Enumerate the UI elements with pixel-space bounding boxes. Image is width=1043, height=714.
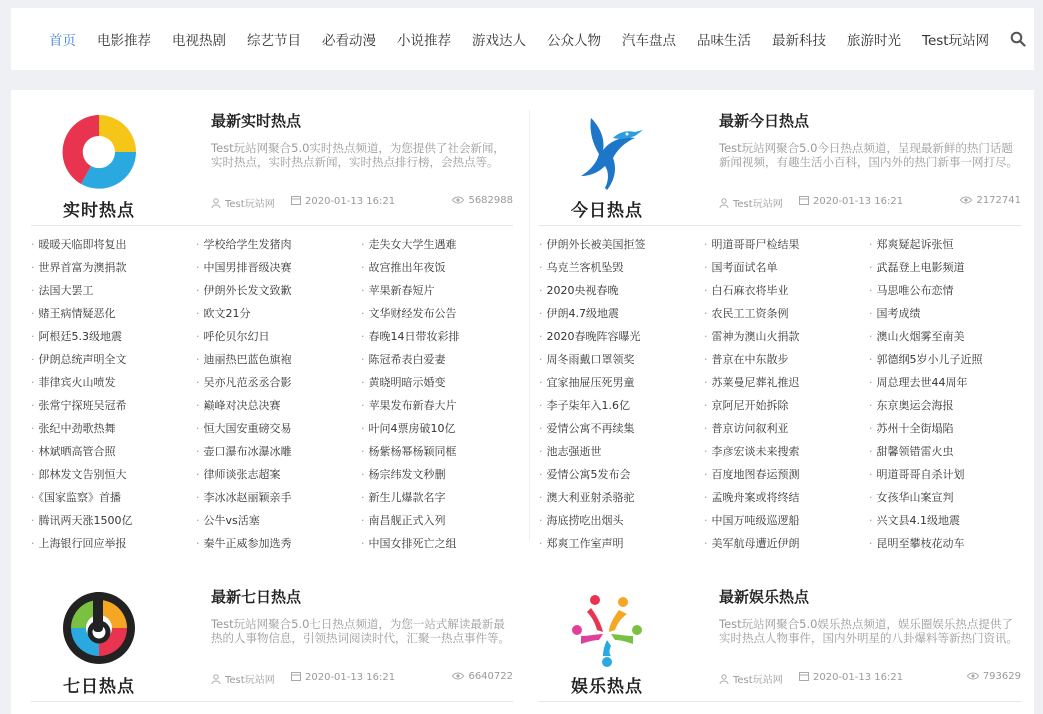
sevenday-logo-text: 七日热点 [63,677,135,697]
nav-item-5[interactable]: 小说推荐 [397,33,451,49]
topic-link[interactable]: · 欧文21分 [196,302,361,325]
today-info [719,110,1021,209]
entertainment-logo-icon [561,586,653,670]
nav-item-1[interactable]: 电影推荐 [97,33,151,49]
topic-link[interactable]: · 雷神为澳山火捐款 [704,325,869,348]
topic-link[interactable]: · 爱情公寓不再续集 [539,417,704,440]
topic-link[interactable]: · 宜家抽屉压死男童 [539,371,704,394]
realtime-description: Test玩站网聚合5.0实时热点频道，为您提供了社会新闻，实时热点，实时热点新闻，实时热点排行榜，会热点等。 [211,141,505,169]
user-icon [211,198,221,208]
topic-link[interactable]: · 澳大利亚射杀骆驼 [539,486,704,509]
topic-link[interactable]: · 澳山火烟雾至南美 [869,325,1034,348]
topic-row [539,394,1039,417]
topic-link[interactable]: · 郭德纲5岁小儿子近照 [869,348,1034,371]
sevenday-info [211,586,513,685]
topic-link[interactable]: · 普京访问叙利亚 [704,417,869,440]
topic-row [31,440,531,463]
topic-link[interactable]: · 林斌晒高管合照 [31,440,196,463]
calendar-icon [799,195,809,205]
topic-link[interactable]: · 伊朗4.7级地震 [539,302,704,325]
topic-link[interactable]: · 壶口瀑布冰瀑冰雕 [196,440,361,463]
sevenday-title[interactable]: 最新七日热点 [211,588,302,606]
today-logo[interactable] [561,110,653,220]
topic-link[interactable]: · 恒大国安重磅交易 [196,417,361,440]
sevenday-logo[interactable] [53,586,145,696]
realtime-views: 5682988 [468,195,513,206]
topic-row [539,233,1039,256]
entertainment-title[interactable]: 最新娱乐热点 [719,588,810,606]
topic-row [31,394,531,417]
topic-link[interactable]: · 昆明至攀枝花动车 [869,532,1034,555]
topic-link[interactable]: · 文华财经发布公告 [361,302,526,325]
today-title[interactable]: 最新今日热点 [719,112,810,130]
topic-row [31,509,531,532]
nav-item-7[interactable]: 公众人物 [547,33,601,49]
topic-link[interactable]: · 新生儿爆款名字 [361,486,526,509]
topic-link[interactable]: · 郑爽工作室声明 [539,532,704,555]
topic-row [539,532,1039,555]
topic-row [539,348,1039,371]
entertainment-logo-text: 娱乐热点 [571,677,643,697]
topic-row [539,279,1039,302]
topic-row [31,417,531,440]
topic-row [539,325,1039,348]
topic-link[interactable]: · 《国家监察》首播 [31,486,196,509]
topic-link[interactable]: · 爱情公寓5发布会 [539,463,704,486]
user-icon [719,198,729,208]
topic-link[interactable]: · 李子柒年入1.6亿 [539,394,704,417]
topic-link[interactable]: · 杨紫杨幂杨颖同框 [361,440,526,463]
topic-link[interactable]: · 故宫推出年夜饭 [361,256,526,279]
realtime-title[interactable]: 最新实时热点 [211,112,302,130]
eye-icon [452,672,464,680]
topic-link[interactable]: · 学校给学生发猪肉 [196,233,361,256]
topic-row [31,256,531,279]
topic-row [539,440,1039,463]
sevenday-meta [211,671,513,685]
topic-row [31,325,531,348]
nav-item-2[interactable]: 电视热剧 [172,33,226,49]
topic-link[interactable]: · 张常宁探班吴冠希 [31,394,196,417]
topic-link[interactable]: · 走失女大学生遇难 [361,233,526,256]
entertainment-meta [719,671,1021,685]
topic-link[interactable]: · 京阿尼开始拆除 [704,394,869,417]
sevenday-date: 2020-01-13 16:21 [305,672,396,683]
topic-link[interactable]: · 中国女排死亡之组 [361,532,526,555]
calendar-icon [799,671,809,681]
topic-link[interactable]: · 马思唯公布恋情 [869,279,1034,302]
topic-row [539,509,1039,532]
topic-link[interactable]: · 杨宗纬发文秒删 [361,463,526,486]
topic-row [31,463,531,486]
topic-link[interactable]: · 国考成绩 [869,302,1034,325]
topic-link[interactable]: · 春晚14日带妆彩排 [361,325,526,348]
topic-link[interactable]: · 陈冠希表白爱妻 [361,348,526,371]
top-navigation-bar [11,8,1034,70]
topic-link[interactable]: · 周总理去世44周年 [869,371,1034,394]
search-icon[interactable] [1010,31,1026,47]
topic-link[interactable]: · 伊朗外长发文致歉 [196,279,361,302]
nav-item-4[interactable]: 必看动漫 [322,33,376,49]
sevenday-logo-icon [53,586,145,670]
today-topic-list [539,233,1039,555]
realtime-date: 2020-01-13 16:21 [305,196,396,207]
topic-link[interactable]: · 菲律宾火山喷发 [31,371,196,394]
topic-link[interactable]: · 公牛vs活塞 [196,509,361,532]
entertainment-info [719,586,1021,685]
topic-link[interactable]: · 伊朗外长被美国拒签 [539,233,704,256]
entertainment-date: 2020-01-13 16:21 [813,672,904,683]
user-icon [719,674,729,684]
topic-link[interactable]: · 李冰冰赵丽颖亲手 [196,486,361,509]
topic-link[interactable]: · 律师谈张志超案 [196,463,361,486]
topic-row [539,256,1039,279]
topic-link[interactable]: · 秦牛正威参加选秀 [196,532,361,555]
topic-row [31,233,531,256]
topic-row [31,371,531,394]
topic-link[interactable]: · 中国男排晋级决赛 [196,256,361,279]
nav-item-9[interactable]: 品味生活 [697,33,751,49]
nav-item-8[interactable]: 汽车盘点 [622,33,676,49]
topic-row [539,371,1039,394]
eye-icon [967,672,979,680]
topic-link[interactable]: · 明道哥哥尸检结果 [704,233,869,256]
topic-link[interactable]: · 巅峰对决总决赛 [196,394,361,417]
today-logo-text: 今日热点 [571,201,643,221]
topic-link[interactable]: · 白石麻衣将毕业 [704,279,869,302]
sevenday-views: 6640722 [468,671,513,682]
topic-link[interactable]: · 中国万吨级巡逻船 [704,509,869,532]
topic-link[interactable]: · 2020春晚阵容曝光 [539,325,704,348]
topic-link[interactable]: · 武磊登上电影频道 [869,256,1034,279]
today-date: 2020-01-13 16:21 [813,196,904,207]
topic-link[interactable]: · 女孩华山案宣判 [869,486,1034,509]
topic-link[interactable]: · 南昌舰正式入列 [361,509,526,532]
entertainment-logo[interactable] [561,586,653,696]
topic-link[interactable]: · 赌王病情疑恶化 [31,302,196,325]
main-nav [49,8,1010,70]
topic-link[interactable]: · 叶问4票房破10亿 [361,417,526,440]
topic-link[interactable]: · 周冬雨戴口罩领奖 [539,348,704,371]
topic-link[interactable]: · 苏莱曼尼葬礼推迟 [704,371,869,394]
topic-row [31,302,531,325]
topic-link[interactable]: · 苹果发布新春大片 [361,394,526,417]
topic-link[interactable]: · 郑爽疑起诉张恒 [869,233,1034,256]
topic-link[interactable]: · 明道哥哥自杀计划 [869,463,1034,486]
user-icon [211,674,221,684]
realtime-logo-icon [53,110,145,194]
sevenday-divider [31,701,513,702]
topic-link[interactable]: · 张纪中劲歌热舞 [31,417,196,440]
topic-link[interactable]: · 伊朗总统声明全文 [31,348,196,371]
nav-item-6[interactable]: 游戏达人 [472,33,526,49]
topic-row [31,279,531,302]
topic-link[interactable]: · 百度地图春运预测 [704,463,869,486]
topic-row [31,486,531,509]
topic-link[interactable]: · 吴亦凡范丞丞合影 [196,371,361,394]
nav-item-0[interactable]: 首页 [49,33,76,49]
topic-link[interactable]: · 郎林发文告别恒大 [31,463,196,486]
nav-item-12[interactable]: Test玩站网 [922,33,990,49]
entertainment-author: Test玩站网 [733,675,783,686]
entertainment-views: 793629 [982,671,1021,682]
topic-link[interactable]: · 兴文县4.1级地震 [869,509,1034,532]
topic-link[interactable]: · 农民工工资条例 [704,302,869,325]
topic-link[interactable]: · 甜馨领错雷火虫 [869,440,1034,463]
hot-topics-content [11,90,1034,714]
topic-row [31,348,531,371]
today-description: Test玩站网聚合5.0今日热点频道，呈现最新鲜的热门话题新闻视频，有趣生活小百科，国内外的热门新事一网打尽。 [719,141,1018,169]
today-views: 2172741 [976,195,1021,206]
topic-link[interactable]: · 苏州十全街塌陷 [869,417,1034,440]
nav-item-11[interactable]: 旅游时光 [847,33,901,49]
topic-row [539,486,1039,509]
topic-link[interactable]: · 苹果新春短片 [361,279,526,302]
topic-row [539,302,1039,325]
today-divider [539,225,1021,226]
topic-link[interactable]: · 池志强逝世 [539,440,704,463]
topic-link[interactable]: · 腾讯两天涨1500亿 [31,509,196,532]
topic-row [539,417,1039,440]
topic-link[interactable]: · 孟晚舟案或将终结 [704,486,869,509]
realtime-logo[interactable] [53,110,145,220]
topic-link[interactable]: · 呼伦贝尔幻日 [196,325,361,348]
realtime-author: Test玩站网 [225,199,275,210]
topic-link[interactable]: · 暖暖天临即将复出 [31,233,196,256]
hummingbird-icon [561,110,653,194]
topic-link[interactable]: · 迪丽热巴蓝色旗袍 [196,348,361,371]
topic-row [31,532,531,555]
topic-link[interactable]: · 阿根廷5.3级地震 [31,325,196,348]
realtime-topic-list [31,233,531,555]
topic-link[interactable]: · 2020央视春晚 [539,279,704,302]
topic-link[interactable]: · 乌克兰客机坠毁 [539,256,704,279]
calendar-icon [291,195,301,205]
realtime-meta [211,195,513,209]
eye-icon [452,196,464,204]
realtime-info [211,110,513,209]
topic-link[interactable]: · 李彦宏谈未来搜索 [704,440,869,463]
realtime-divider [31,225,513,226]
calendar-icon [291,671,301,681]
topic-link[interactable]: · 国考面试名单 [704,256,869,279]
nav-item-10[interactable]: 最新科技 [772,33,826,49]
today-author: Test玩站网 [733,199,783,210]
topic-link[interactable]: · 美军航母遭近伊朗 [704,532,869,555]
realtime-logo-text: 实时热点 [63,201,135,221]
eye-icon [960,196,972,204]
sevenday-author: Test玩站网 [225,675,275,686]
topic-link[interactable]: · 普京在中东散步 [704,348,869,371]
topic-link[interactable]: · 上海银行回应举报 [31,532,196,555]
topic-link[interactable]: · 东京奥运会海报 [869,394,1034,417]
nav-item-3[interactable]: 综艺节目 [247,33,301,49]
sevenday-description: Test玩站网聚合5.0七日热点频道，为您一站式解读最新最热的人事物信息，引领热词阅读时代，汇聚一热点事件等。 [211,617,510,645]
entertainment-description: Test玩站网聚合5.0娱乐热点频道，娱乐圈娱乐热点提供了实时热点人物事件，国内外明星的八卦爆料等新热门资讯。 [719,617,1018,645]
topic-link[interactable]: · 世界首富为澳捐款 [31,256,196,279]
topic-link[interactable]: · 法国大罢工 [31,279,196,302]
today-meta [719,195,1021,209]
topic-row [539,463,1039,486]
entertainment-divider [539,701,1021,702]
topic-link[interactable]: · 海底捞吃出烟头 [539,509,704,532]
topic-link[interactable]: · 黄晓明暗示婚变 [361,371,526,394]
